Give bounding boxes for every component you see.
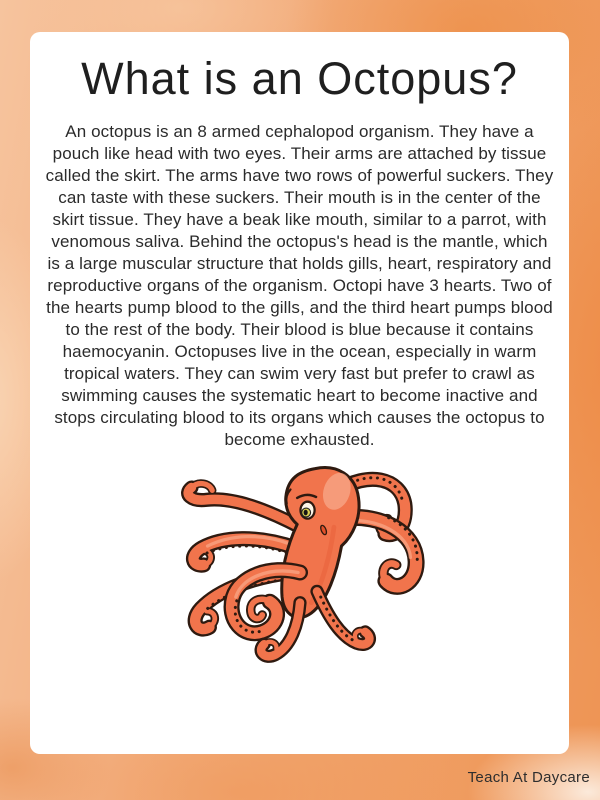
credit-text: Teach At Daycare	[467, 769, 590, 786]
octopus-illustration	[149, 461, 451, 683]
page-title: What is an Octopus?	[81, 53, 518, 104]
octopus-svg	[149, 461, 451, 683]
article-text: An octopus is an 8 armed cephalopod organism. They have a pouch like head with two eyes. Their arms are attached by tissue called the skirt. The arms have two rows of powerful suckers. They can taste with these suckers. Their mouth is in the center of the skirt tissue. They have a beak like mouth, similar to a parrot, with venomous saliva. Behind the octopus's head is the mantle, which is a large muscular structure that holds gills, heart, respiratory and reproductive organs of the organism. Octopi have 3 hearts. Two of the hearts pump blood to the gills, and the third heart pumps blood to the rest of the body. Their blood is blue because it contains haemocyanin. Octopuses live in the ocean, especially in warm tropical waters. They can swim very fast but prefer to crawl as swimming causes the systematic heart to become inactive and stops circulating blood to its organs which causes the octopus to become exhausted.	[45, 121, 554, 449]
content-card	[30, 32, 569, 754]
